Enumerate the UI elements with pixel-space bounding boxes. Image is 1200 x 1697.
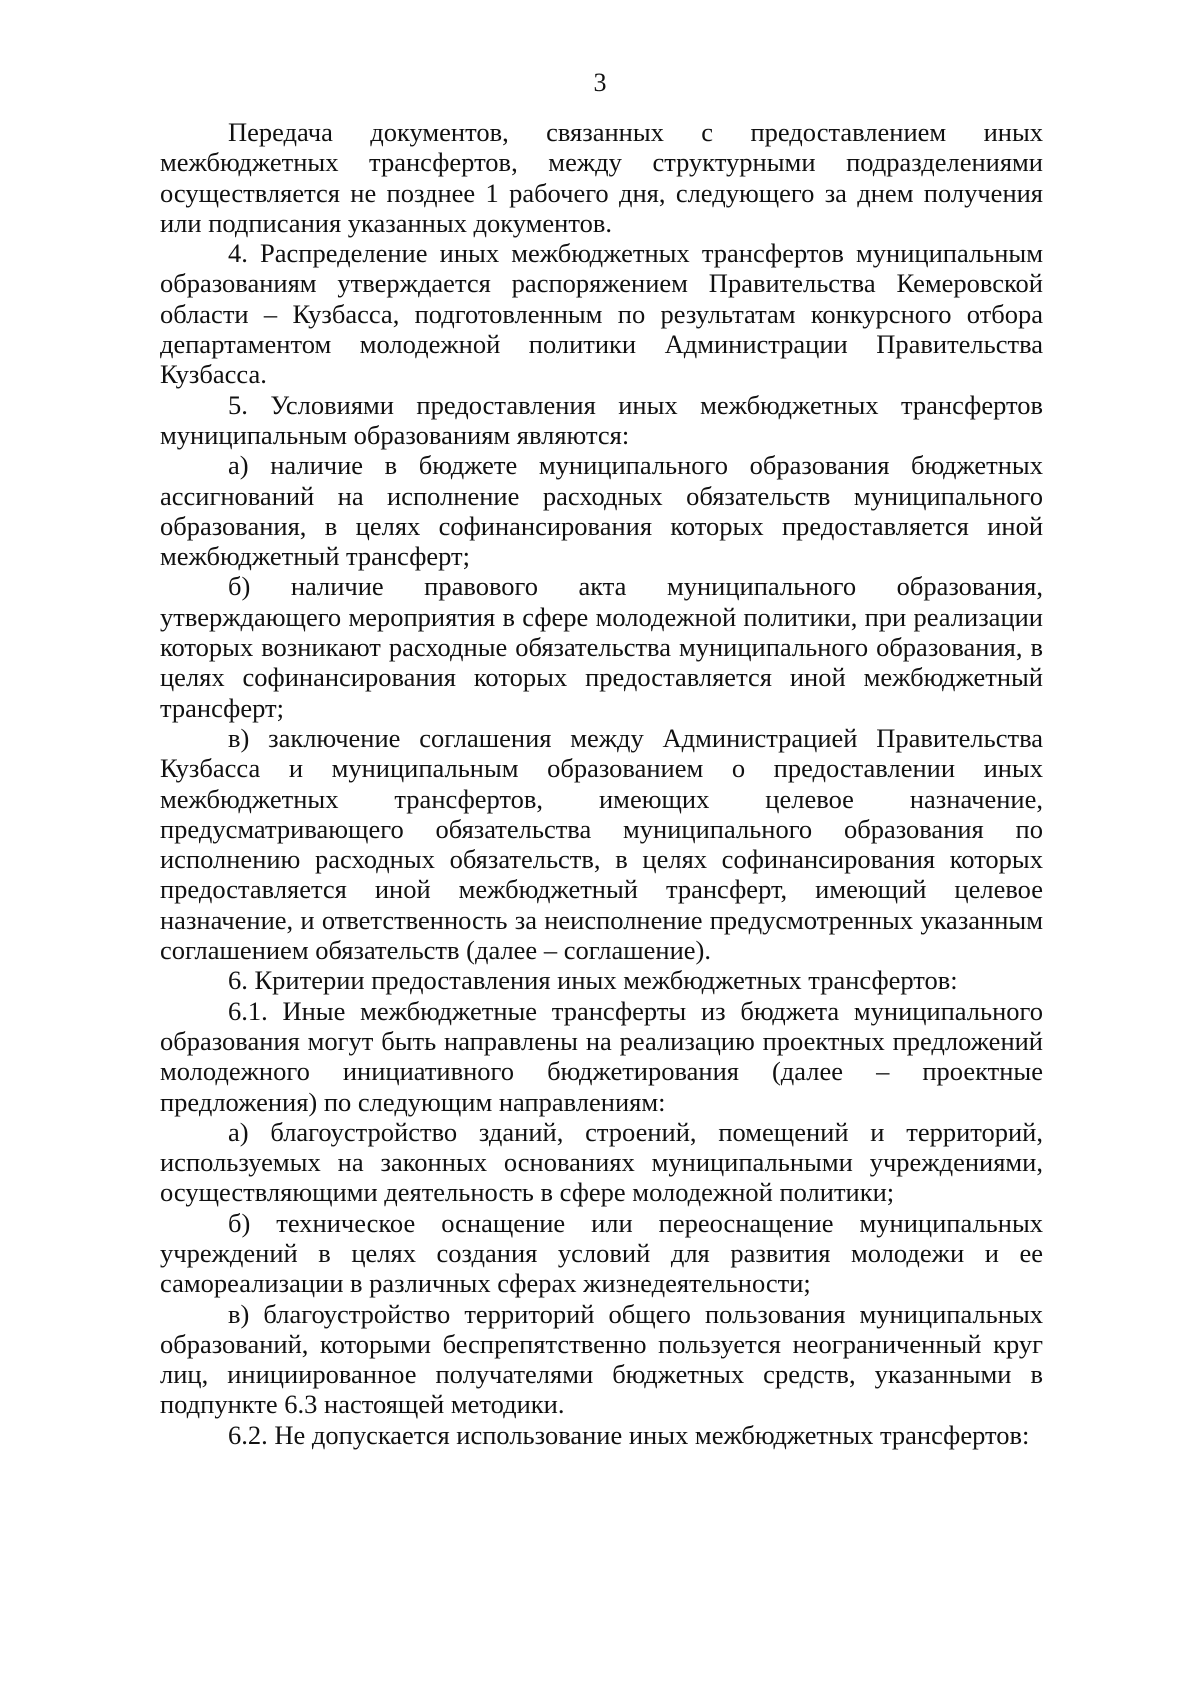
paragraph-6-2-restrictions: 6.2. Не допускается использование иных межбюджетных трансфертов:	[228, 1419, 1030, 1450]
paragraph-6-1-item-a: а) благоустройство зданий, строений, помещений и территорий, используемых на законных основаниях муниципальными учреждениями, осуществляющими деятельность в сфере молодежной политики;	[160, 1116, 1043, 1208]
paragraph-5-item-b: б) наличие правового акта муниципального образования, утверждающего мероприятия в сфере молодежной политики, при реализации которых возникают расходные обязательства муниципального образования, в целях софинансирования которых предоставляется иной межбюджетный трансферт;	[160, 571, 1043, 723]
paragraph-5-conditions: 5. Условиями предоставления иных межбюджетных трансфертов муниципальным образованиям являются:	[160, 389, 1043, 450]
document-body	[160, 117, 1043, 1450]
paragraph-4-distribution: 4. Распределение иных межбюджетных трансфертов муниципальным образованиям утверждается распоряжением Правительства Кемеровской области – Кузбасса, подготовленным по результатам конкурсного отбора департаментом молодежной политики Администрации Правительства Кузбасса.	[160, 238, 1043, 390]
paragraph-document-transfer: Передача документов, связанных с предоставлением иных межбюджетных трансфертов, между структурными подразделениями осуществляется не позднее 1 рабочего дня, следующего за днем получения или подписания указанных документов.	[160, 117, 1043, 238]
page-number: 3	[593, 68, 607, 97]
paragraph-6-criteria: 6. Критерии предоставления иных межбюджетных трансфертов:	[228, 965, 958, 996]
paragraph-6-1-item-v: в) благоустройство территорий общего пользования муниципальных образований, которыми беспрепятственно пользуется неограниченный круг лиц, инициированное получателями бюджетных средств, указанными в подпункте 6.3 настоящей методики.	[160, 1298, 1043, 1420]
paragraph-5-item-v: в) заключение соглашения между Администрацией Правительства Кузбасса и муниципальным образованием о предоставлении иных межбюджетных трансфертов, имеющих целевое назначение, предусматривающего обязательства муниципального образования по исполнению расходных обязательств, в целях софинансирования которых предоставляется иной межбюджетный трансферт, имеющий целевое назначение, и ответственность за неисполнение предусмотренных указанным соглашением обязательств (далее – соглашение).	[160, 722, 1043, 966]
paragraph-6-1-directions: 6.1. Иные межбюджетные трансферты из бюджета муниципального образования могут быть направлены на реализацию проектных предложений молодежного инициативного бюджетирования (далее – проектные предложения) по следующим направлениям:	[160, 995, 1043, 1117]
paragraph-6-1-item-b: б) техническое оснащение или переоснащение муниципальных учреждений в целях создания условий для развития молодежи и ее самореализации в различных сферах жизнедеятельности;	[160, 1207, 1043, 1299]
paragraph-5-item-a: а) наличие в бюджете муниципального образования бюджетных ассигнований на исполнение расходных обязательств муниципального образования, в целях софинансирования которых предоставляется иной межбюджетный трансферт;	[160, 450, 1043, 572]
